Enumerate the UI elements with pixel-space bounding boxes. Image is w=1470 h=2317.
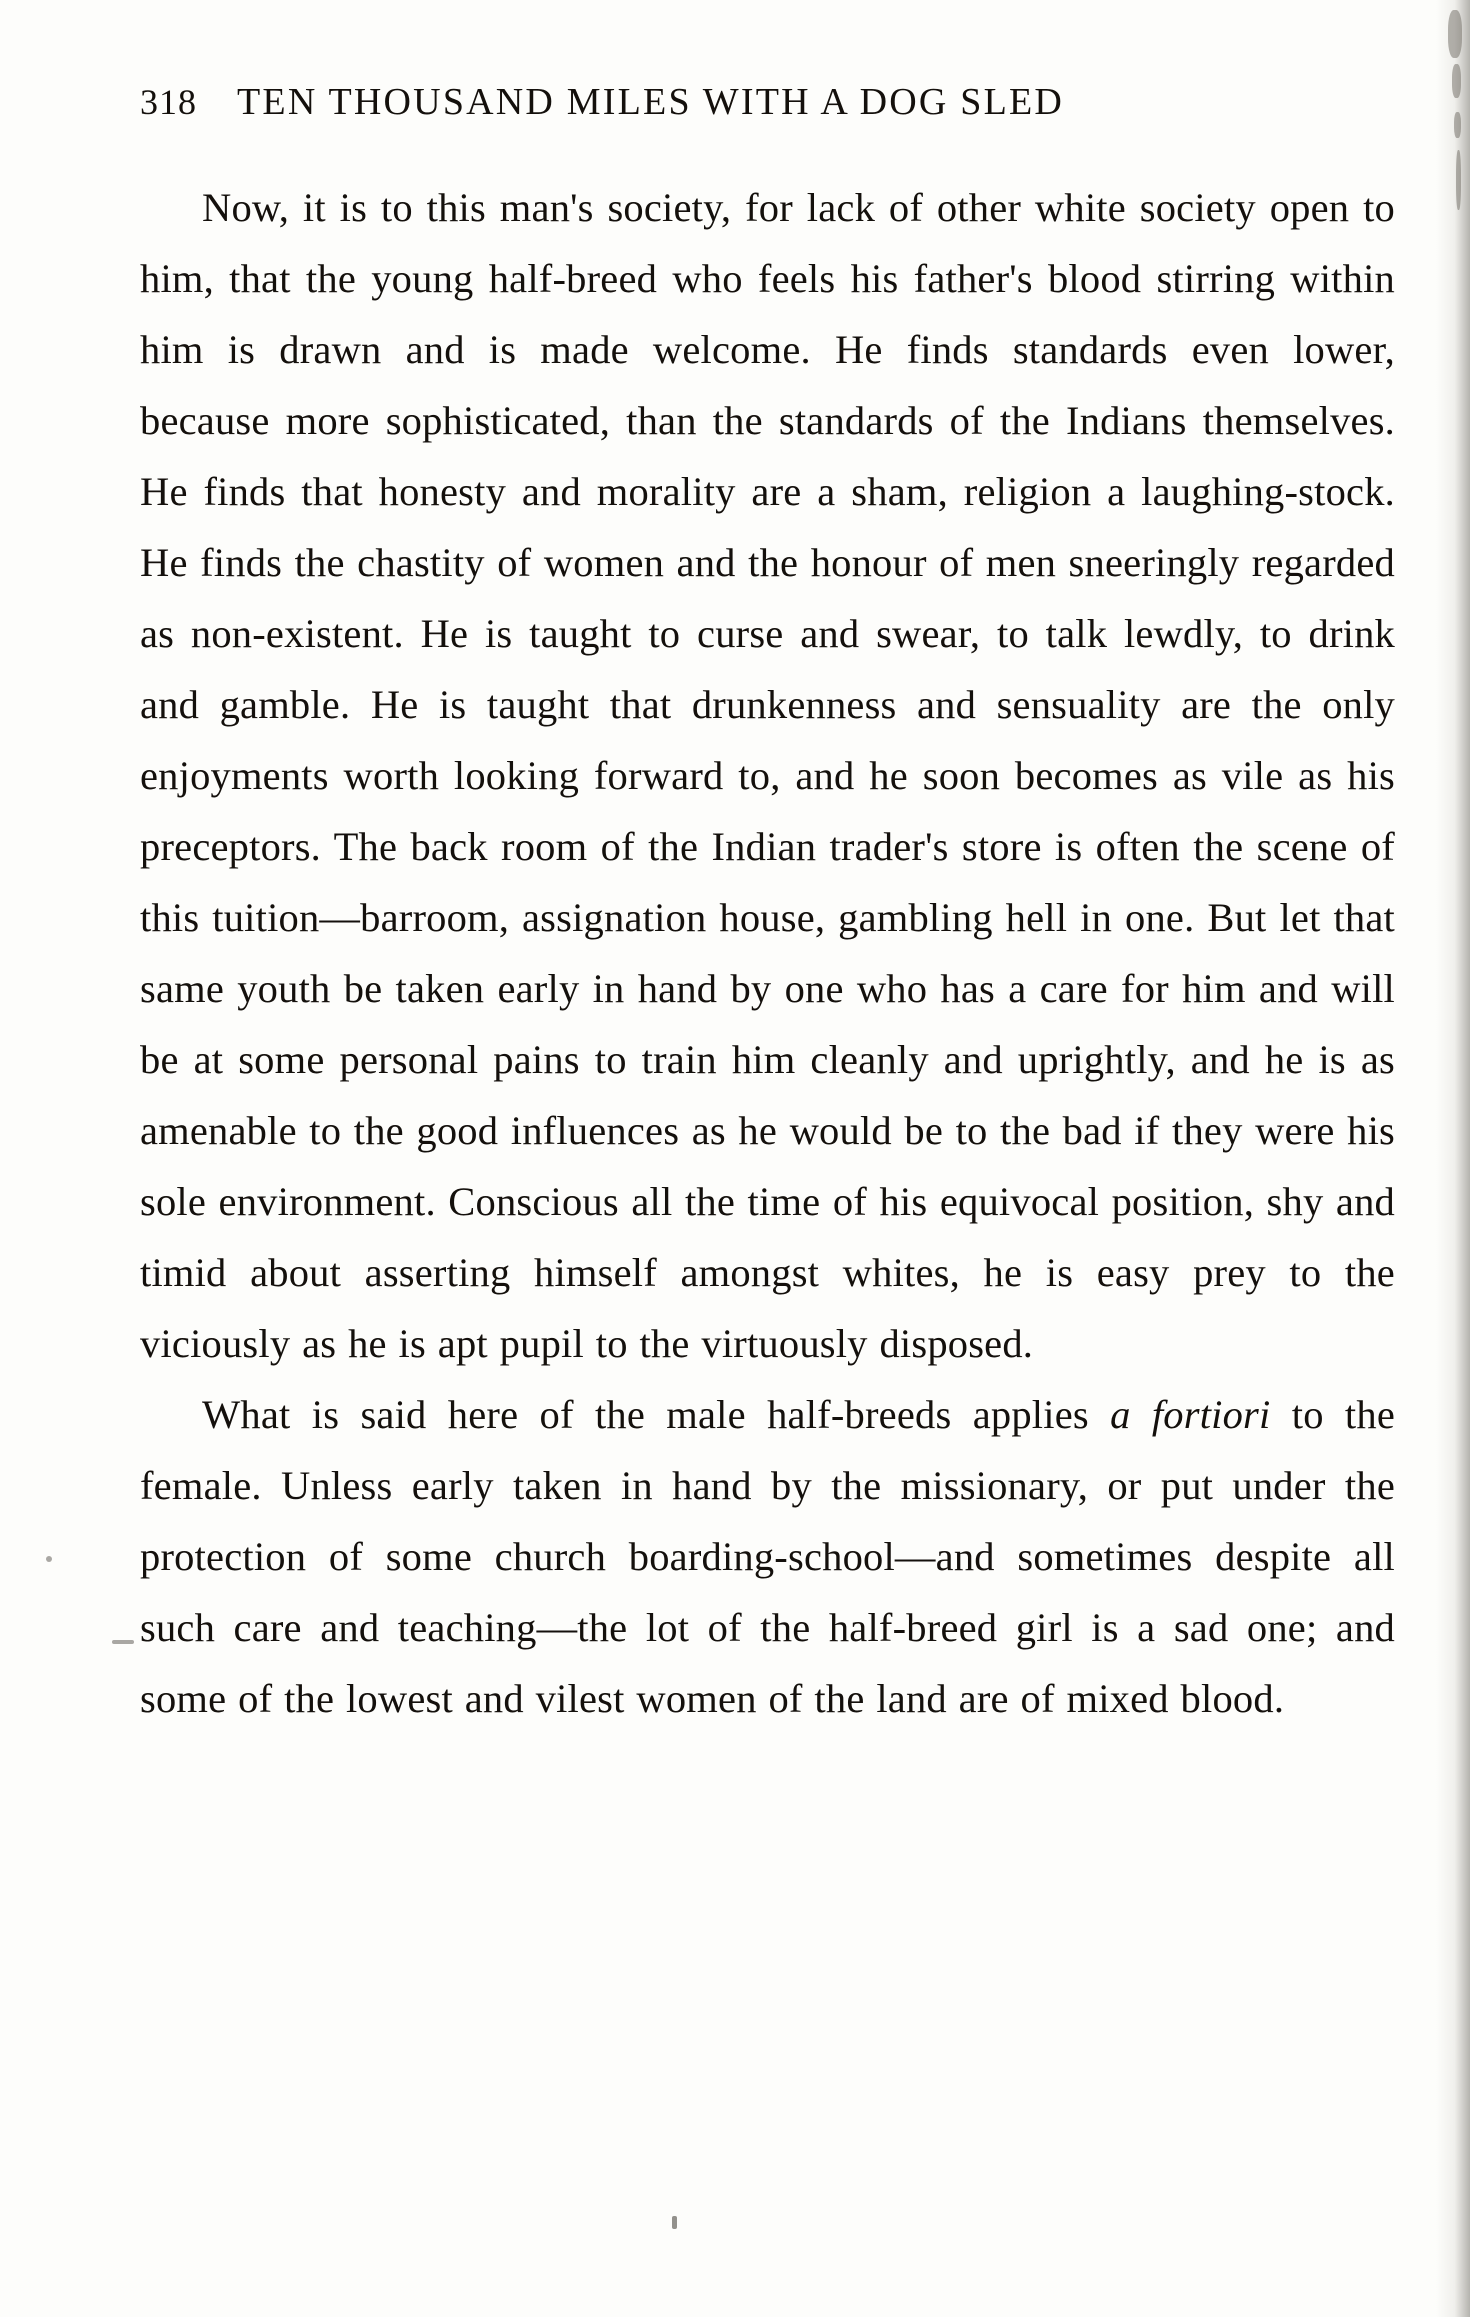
scan-speck [1448,10,1462,58]
body-text [140,172,1395,1734]
scan-speck [1454,112,1461,138]
scan-edge-shadow [1436,0,1470,2317]
page-header [140,80,1410,124]
paragraph [140,1379,1395,1734]
paragraph-text-before-italic: What is said here of the male half-breeds applies [202,1392,1111,1437]
scan-speck [1456,150,1461,210]
paragraph: Now, it is to this man's society, for lack of other white society open to him, that the young half-breed who feels his father's blood stirring within him is drawn and is made welcome. He finds standards even lower, because more sophisticated, than the standards of the Indians themselves. He finds that honesty and morality are a sham, religion a laughing-stock. He finds the chastity of women and the honour of men sneeringly regarded as non-existent. He is taught to curse and swear, to talk lewdly, to drink and gamble. He is taught that drunkenness and sensuality are the only enjoyments worth looking forward to, and he soon becomes as vile as his preceptors. The back room of the Indian trader's store is often the scene of this tuition—barroom, assignation house, gambling hell in one. But let that same youth be taken early in hand by one who has a care for him and will be at some personal pains to train him cleanly and uprightly, and he is as amenable to the good influences as he would be to the bad if they were his sole environment. Conscious all the time of his equivocal position, shy and timid about asserting himself amongst whites, he is easy prey to the viciously as he is apt pupil to the virtuously disposed. [140,185,1395,1366]
scan-speck [112,1640,134,1644]
page-content [140,80,1410,1734]
scan-speck [672,2216,677,2229]
italic-phrase: a fortiori [1110,1392,1271,1437]
scan-speck [46,1556,52,1562]
paragraph-text-after-italic: to the female. Unless early taken in hand by the missionary, or put under the protection of some church boarding-school—and sometimes despite all such care and teaching—the lot of the half-breed girl is a sad one; and some of the lowest and vilest women of the land are of mixed blood. [140,1392,1395,1721]
page-number: 318 [140,82,197,122]
running-head: TEN THOUSAND MILES WITH A DOG SLED [237,81,1065,123]
scan-speck [1452,64,1461,98]
